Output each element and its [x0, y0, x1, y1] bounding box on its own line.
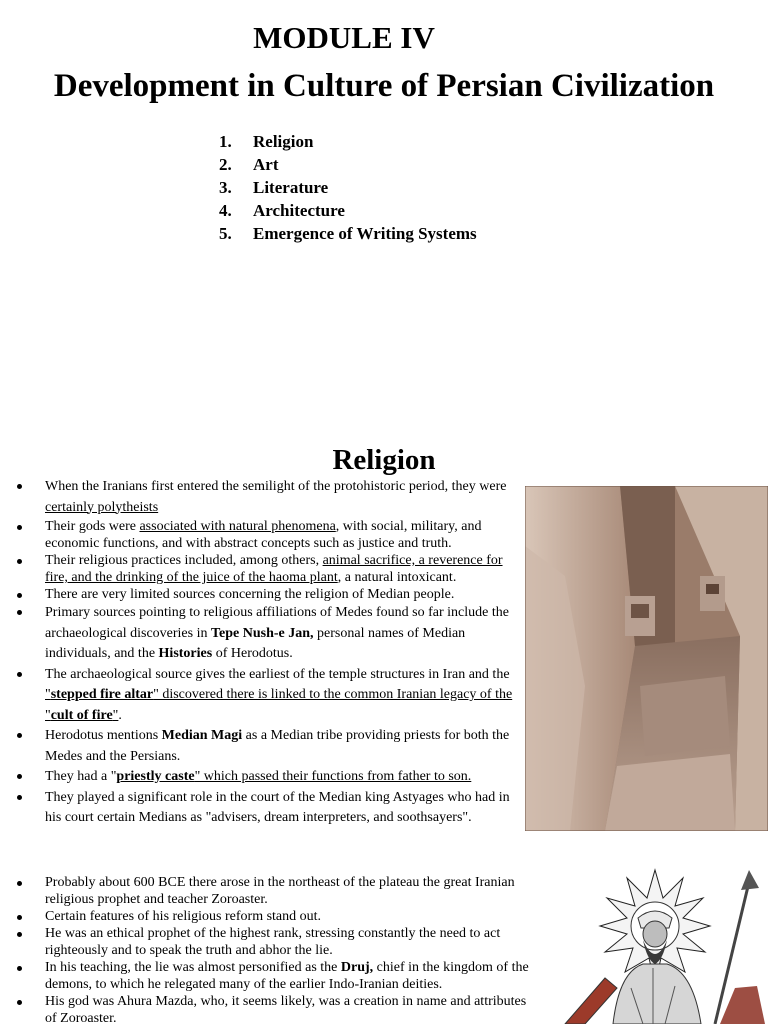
bullet-item: [0, 518, 520, 552]
bullet-text: as a Median tribe providing priests for both the Medes and the Persians.: [45, 728, 510, 764]
underlined-text: certainly polytheists: [45, 499, 159, 515]
underlined-text: ": [112, 707, 119, 723]
bullet-item: [0, 993, 530, 1027]
topic-item: [219, 153, 477, 176]
bullet-text: His god was Ahura Mazda, who, it seems likely, was a creation in name and attributes of Zoroaster.: [45, 994, 527, 1026]
bullet-item: [0, 925, 530, 959]
bold-text: Tepe Nush-e Jan,: [210, 625, 314, 641]
underlined-text: " discovered there is linked to the common Iranian legacy of the ": [45, 687, 513, 723]
topic-label: Religion: [253, 132, 314, 151]
underlined-bold-text: stepped fire altar: [50, 687, 154, 702]
bullet-item: [0, 477, 520, 518]
bullet-text: , a natural intoxicant.: [337, 570, 457, 585]
bullet-text: They had a ": [45, 769, 117, 784]
bullet-text: He was an ethical prophet of the highest rank, stressing constantly the need to act righteously and to speak the truth and abhor the lie.: [45, 926, 501, 958]
bullet-text: Certain features of his religious reform stand out.: [45, 909, 322, 924]
zoroaster-bullet-list: [0, 874, 530, 1027]
topic-label: Art: [253, 155, 279, 174]
zoroaster-illustration: [535, 868, 768, 1024]
underlined-bold-text: cult of fire: [50, 707, 113, 723]
bullet-text: personal names of Median individuals, and the: [45, 625, 466, 661]
bullet-text: , with social, military, and economic functions, and with abstract concepts such as justice and truth.: [45, 519, 482, 551]
topic-label: Architecture: [253, 201, 345, 220]
bullet-text: Their gods were: [45, 519, 140, 534]
bullet-item: [0, 908, 530, 925]
topic-number: 3.: [219, 178, 232, 197]
bold-text: Druj,: [340, 960, 374, 975]
topic-number: 4.: [219, 201, 232, 220]
bullet-item: [0, 586, 520, 603]
bullet-text: chief in the kingdom of the demons, to which he relegated many of the earlier Indo-Iranian deities.: [45, 960, 529, 992]
bullet-text: of Herodotus.: [212, 646, 293, 661]
topic-item: [219, 130, 477, 153]
bullet-text: Primary sources pointing to religious affiliations of Medes found so far include the archaeological discoveries in: [45, 605, 509, 641]
topic-number: 5.: [219, 224, 232, 243]
underlined-text: ": [45, 687, 51, 702]
topic-list: [219, 130, 477, 245]
bullet-text: Their religious practices included, among others,: [45, 553, 323, 568]
bullet-text: When the Iranians first entered the semilight of the protohistoric period, they were: [45, 479, 507, 494]
topic-number: 1.: [219, 132, 232, 151]
topic-item: [219, 222, 477, 245]
bullet-text: Probably about 600 BCE there arose in the northeast of the plateau the great Iranian religious prophet and teacher Zoroaster.: [45, 875, 515, 907]
underlined-bold-text: priestly caste: [116, 769, 195, 784]
bullet-item: [0, 959, 530, 993]
bullet-text: There are very limited sources concerning the religion of Median people.: [45, 587, 455, 602]
topic-label: Emergence of Writing Systems: [253, 224, 477, 243]
topic-item: [219, 199, 477, 222]
bullet-item: [0, 788, 520, 829]
bullet-item: [0, 767, 520, 788]
religion-bullet-list: [0, 477, 520, 829]
bullet-item: [0, 552, 520, 586]
bold-text: Median Magi: [161, 728, 243, 743]
bold-text: Histories: [158, 646, 213, 661]
bullet-item: [0, 874, 530, 908]
bullet-text: .: [118, 707, 122, 723]
topic-number: 2.: [219, 155, 232, 174]
bullet-text: They played a significant role in the court of the Median king Astyages who had in his court certain Medians as "advisers, dream interpreters, and soothsayers".: [45, 789, 510, 825]
underlined-text: animal sacrifice, a reverence for fire, and the drinking of the juice of the haoma plant: [45, 553, 503, 585]
section-heading: Religion: [332, 444, 436, 476]
underlined-text: associated with natural phenomena: [139, 519, 336, 534]
page-title: Development in Culture of Persian Civilization: [53, 68, 715, 104]
bullet-item: [0, 665, 520, 727]
bullet-text: In his teaching, the lie was almost personified as the: [45, 960, 341, 975]
module-title: MODULE IV: [253, 20, 435, 55]
underlined-text: " which passed their functions from father to son.: [194, 769, 472, 784]
fire-temple-photo: [525, 486, 768, 831]
bullet-text: Herodotus mentions: [45, 728, 162, 743]
bullet-text: The archaeological source gives the earliest of the temple structures in Iran and the: [45, 666, 510, 682]
bullet-item: [0, 726, 520, 767]
topic-item: [219, 176, 477, 199]
bullet-item: [0, 603, 520, 665]
topic-label: Literature: [253, 178, 329, 197]
